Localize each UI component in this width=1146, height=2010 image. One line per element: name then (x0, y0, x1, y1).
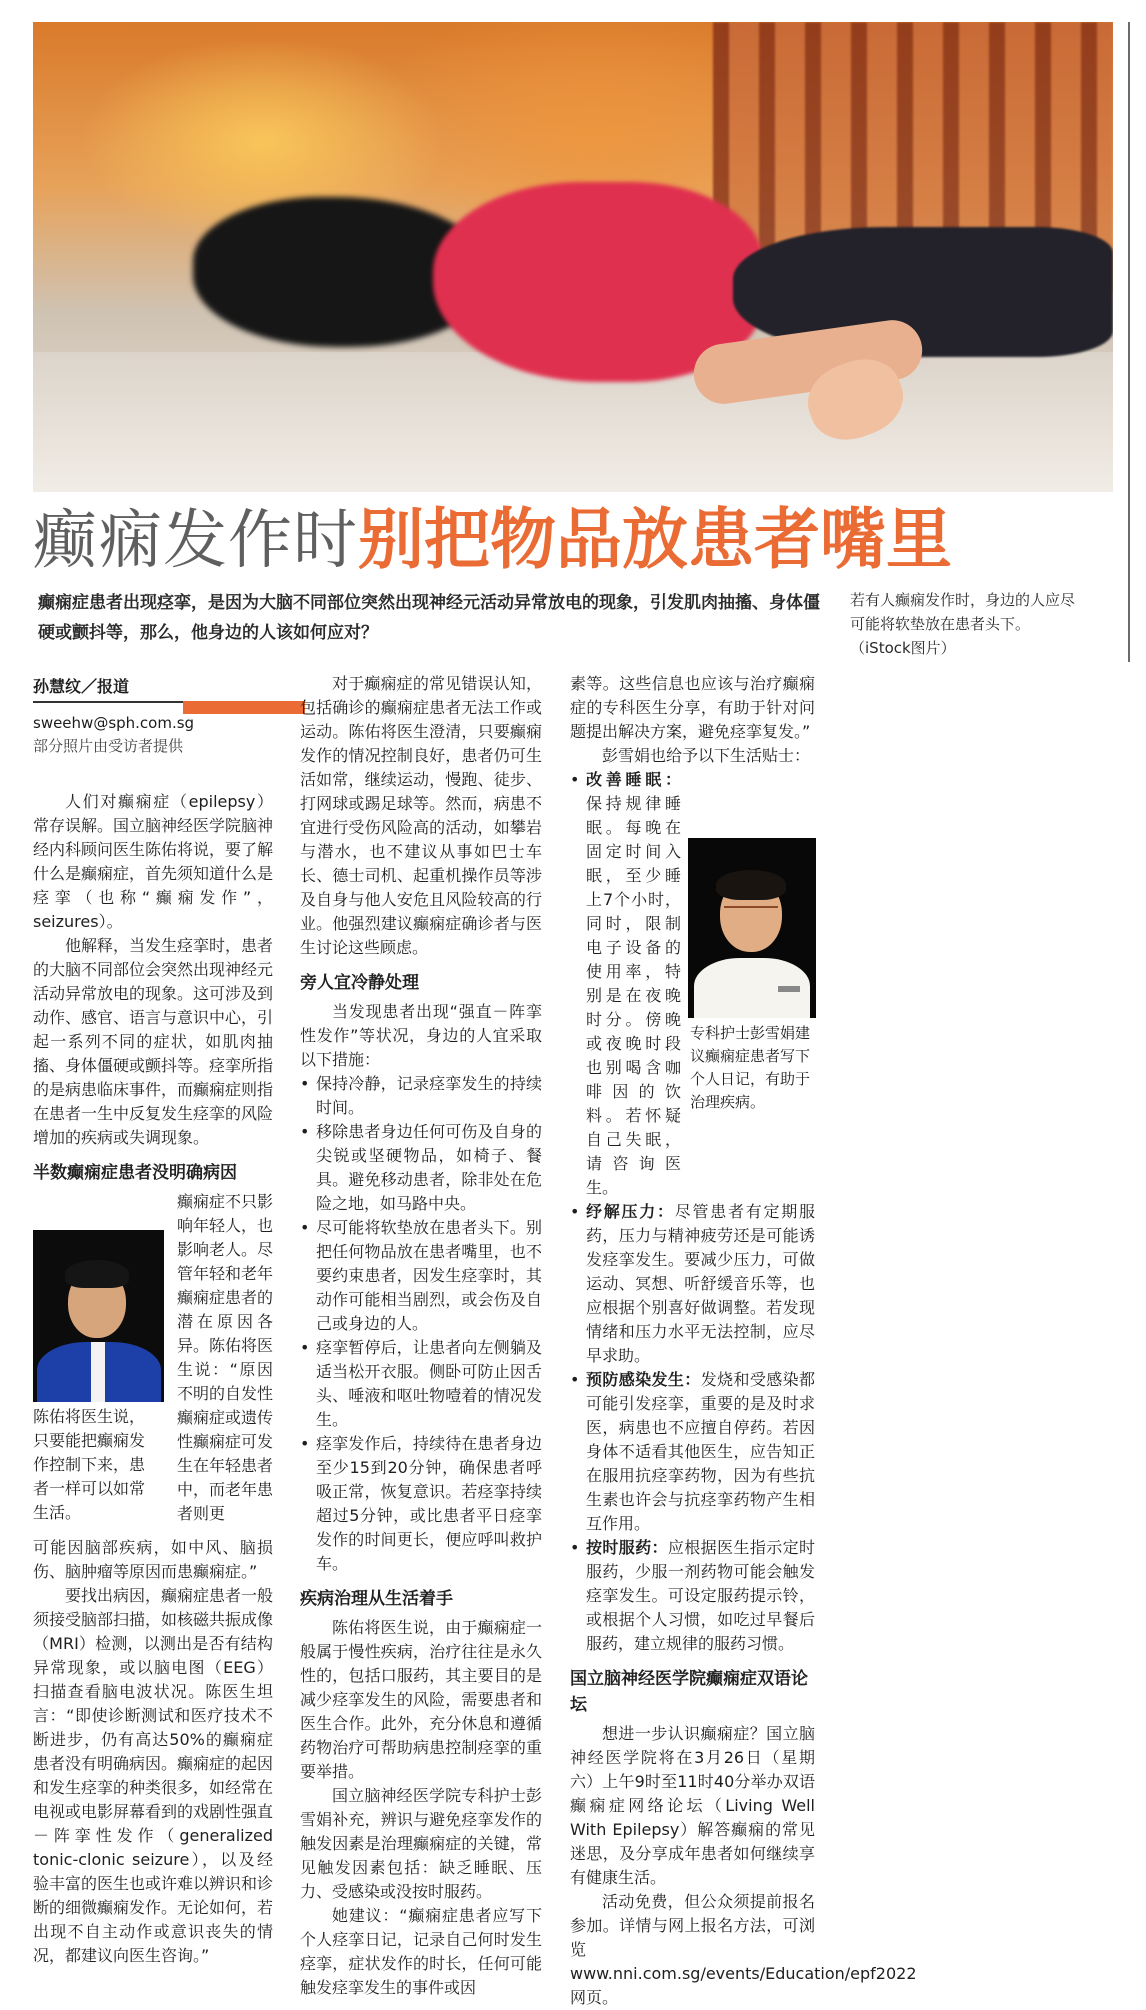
list-item: • 痉挛发作后，持续待在患者身边至少15到20分钟，确保患者呼吸正常，恢复意识。若痉挛持续超过5分钟，或比患者平日痉挛发作的时间更长，便应呼叫救护车。 (300, 1432, 542, 1576)
paragraph: 可能因脑部疾病，如中风、脑损伤、脑肿瘤等原因而患癫痫症。” (33, 1538, 273, 1581)
byline-author: 孙慧纹／报道 (33, 677, 130, 696)
list-item: • 保持冷静，记录痉挛发生的持续时间。 (300, 1072, 542, 1120)
nurse-caption: 专科护士彭雪娟建议癫痫症患者写下个人日记，有助于治理疾病。 (690, 1024, 811, 1111)
tip-lead: 预防感染发生： (586, 1370, 701, 1389)
list-item: • 尽可能将软垫放在患者头下。别把任何物品放在患者嘴里，也不要约束患者，因发生痉挛时，其动作可能相当剧烈，或会伤及自己或身边的人。 (300, 1216, 542, 1336)
byline-email[interactable]: sweehw@sph.com.sg (33, 714, 195, 732)
paragraph: 想进一步认识癫痫症？国立脑神经医学院将在3月26日（星期六）上午9时至11时40分举办双语癫痫症网络论坛（Living Well With Epilepsy）解答癫痫的常见迷思，及分享成年患者如何继续享有健康生活。 (570, 1724, 815, 1887)
paragraph: 素等。这些信息也应该与治疗癫痫症的专科医生分享，有助于针对问题提出解决方案，避免痉挛复发。” (570, 674, 815, 741)
photo-credit: 部分照片由受访者提供 (33, 737, 184, 755)
paragraph: 要找出病因，癫痫症患者一般须接受脑部扫描，如核磁共振成像（MRI）检测，以测出是否有结构异常现象，或以脑电图（EEG）扫描查看脑电波状况。陈医生坦言：“即使诊断测试和医疗技术不断进步，仍有高达50%的癫痫症患者没有明确病因。癫痫症的起因和发生痉挛的种类很多，如经常在电视或电影屏幕看到的戏剧性强直－阵挛性发作（generalized tonic-clonic seizure），以及经验丰富的医生也或许难以辨识和诊断的细微癫痫发作。无论如何，若出现不自主动作或意识丧失的情况，都建议向医生咨询。” (33, 1586, 274, 1965)
photo-caption: 若有人癫痫发作时，身边的人应尽可能将软垫放在患者头下。（iStock图片） (850, 591, 1076, 657)
article-column-2 (300, 672, 542, 2000)
list-item (570, 1200, 815, 1368)
accent-bar (183, 701, 305, 714)
portrait-hair (716, 870, 786, 900)
hero-photo (33, 22, 1113, 492)
tip-lead: 按时服药： (586, 1538, 668, 1557)
lede: 癫痫症患者出现痉挛，是因为大脑不同部位突然出现神经元活动异常放电的现象，引发肌肉抽搐、身体僵硬或颤抖等，那么，他身边的人该如何应对？ (38, 593, 820, 643)
tip-text: 尽管患者有定期服药，压力与精神疲劳还是可能诱发痉挛发生。要减少压力，可做运动、冥想、听舒缓音乐等，也应根据个别喜好做调整。若发现情绪和压力水平无法控制，应尽早求助。 (586, 1202, 815, 1365)
byline (33, 673, 273, 757)
list-item: • 痉挛暂停后，让患者向左侧躺及适当松开衣服。侧卧可防止因舌头、唾液和呕吐物噎着的情况发生。 (300, 1336, 542, 1432)
subheading: 旁人宜冷静处理 (300, 973, 419, 993)
tip-text: 应根据医生指示定时服药，少服一剂药物可能会触发痉挛发生。可设定服药提示铃，或根据个人习惯，如吃过早餐后服药，建立规律的服药习惯。 (586, 1538, 815, 1653)
paragraph: 她建议：“癫痫症患者应写下个人痉挛日记，记录自己何时发生痉挛，症状发作的时长，任何可能触发痉挛发生的事件或因 (300, 1906, 542, 1997)
doctor-caption: 陈佑将医生说，只要能把癫痫发作控制下来，患者一样可以如常生活。 (33, 1407, 146, 1522)
paragraph: 彭雪娟也给予以下生活贴士： (602, 746, 811, 765)
paragraph: 国立脑神经医学院专科护士彭雪娟补充，辨识与避免痉挛发作的触发因素是治理癫痫症的关键，常见触发因素包括：缺乏睡眠、压力、受感染或没按时服药。 (300, 1786, 542, 1901)
paragraph: 人们对癫痫症（epilepsy）常存误解。国立脑神经医学院脑神经内科顾问医生陈佑将说，要了解什么是癫痫症，首先须知道什么是痉挛（也称“癫痫发作”，seizures）。 (33, 792, 274, 931)
tip-lead: 纾解压力： (586, 1202, 675, 1221)
article-column-1-continued (33, 1536, 273, 1968)
headline-part-2: 别把物品放患者嘴里 (358, 501, 952, 578)
portrait-glasses (724, 906, 778, 918)
portrait-badge (778, 986, 800, 992)
paragraph: 当发现患者出现“强直－阵挛性发作”等状况，身边的人宜采取以下措施： (300, 1002, 542, 1069)
paragraph: 陈佑将医生说，由于癫痫症一般属于慢性疾病，治疗往往是永久性的，包括口服药，其主要目的是减少痉挛发生的风险，需要患者和医生合作。此外，充分休息和遵循药物治疗可帮助病患控制痉挛的重要举措。 (300, 1618, 542, 1781)
paragraph: 他解释，当发生痉挛时，患者的大脑不同部位会突然出现神经元活动异常放电的现象。这可涉及到动作、感官、语言与意识中心，引起一系列不同的症状，如肌肉抽搐、身体僵硬或颤抖等。痉挛所指的是病患临床事件，而癫痫症则指在患者一生中反复发生痉挛的风险增加的疾病或失调现象。 (33, 936, 274, 1147)
subheading: 国立脑神经医学院癫痫症双语论坛 (570, 1669, 808, 1715)
paragraph: 活动免费，但公众须提前报名参加。详情与网上报名方法，可浏览www.nni.com.sg/events/Education/epf2022网页。 (570, 1892, 917, 2007)
column-divider (1128, 22, 1130, 662)
list-item (570, 1536, 815, 1656)
list-item: • 移除患者身边任何可伤及自身的尖锐或坚硬物品，如椅子、餐具。避免移动患者，除非处在危险之地，如马路中央。 (300, 1120, 542, 1216)
bullet-list (300, 1072, 542, 1576)
paragraph: 癫痫症不只影响年轻人，也影响老人。尽管年轻和老年癫痫症患者的潜在原因各异。陈佑将医生说：“原因不明的自发性癫痫症或遗传性癫痫症可发生在年轻患者中，而老年患者则更 (177, 1192, 274, 1523)
nurse-portrait (688, 838, 816, 1018)
subheading: 疾病治理从生活着手 (300, 1589, 453, 1609)
paragraph: 对于癫痫症的常见错误认知，包括确诊的癫痫症患者无法工作或运动。陈佑将医生澄清，只要癫痫发作的情况控制良好，患者仍可生活如常，继续运动，慢跑、徒步、打网球或踢足球等。然而，病患不宜进行受伤风险高的活动，如攀岩与潜水，也不建议从事如巴士车长、德士司机、起重机操作员等涉及自身与他人安危且风险较高的行业。他强烈建议癫痫症确诊者与医生讨论这些顾虑。 (300, 674, 542, 957)
tip-text: 发烧和受感染都可能引发痉挛，重要的是及时求医，病患也不应擅自停药。若因身体不适看其他医生，应告知正在服用抗痉挛药物，因为有些抗生素也许会与抗痉挛药物产生相互作用。 (586, 1370, 815, 1533)
portrait-shirt (91, 1342, 105, 1402)
doctor-portrait (33, 1230, 164, 1402)
headline-part-1: 癫痫发作时 (33, 504, 358, 578)
headline (33, 495, 952, 585)
subheading: 半数癫痫症患者没明确病因 (33, 1163, 237, 1183)
portrait-hair (65, 1260, 129, 1288)
list-item (570, 1368, 815, 1536)
tip-text: 保持规律睡眠。每晚在固定时间入眠，至少睡上7个小时，同时，限制电子设备的使用率，特别是在夜晚时分。傍晚或夜晚时段也别喝含咖啡因的饮料。若怀疑自己失眠，请咨询医生。 (586, 794, 681, 1197)
tip-lead: 改善睡眠： (586, 770, 681, 789)
